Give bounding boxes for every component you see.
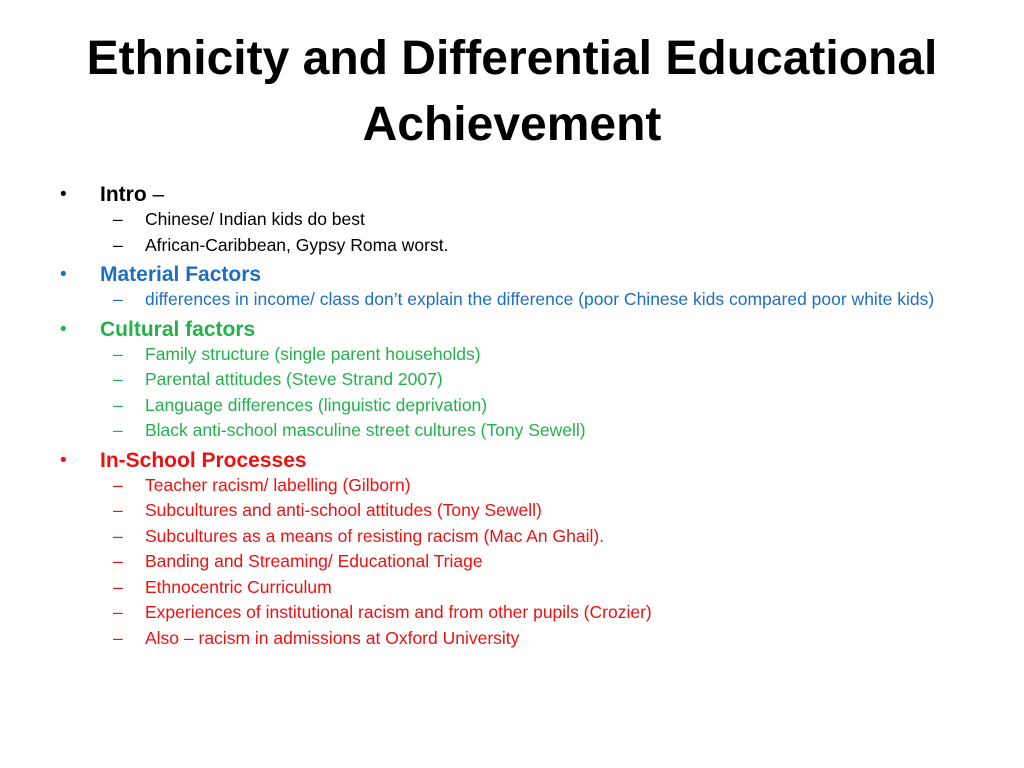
sub-bullet-text: Subcultures as a means of resisting racism (Mac An Ghail). — [145, 525, 605, 546]
bullet-in-school-processes — [58, 446, 958, 475]
sub-bullet — [58, 420, 958, 441]
sub-bullet-text: Family structure (single parent households) — [145, 343, 481, 364]
sub-bullet-text: Language differences (linguistic deprivation) — [145, 394, 488, 415]
sub-bullet-text: Chinese/ Indian kids do best — [145, 209, 365, 229]
sub-bullet-text: Also – racism in admissions at Oxford University — [145, 627, 520, 648]
sub-bullet-text: African-Caribbean, Gypsy Roma worst. — [145, 234, 449, 255]
sub-bullet — [58, 209, 958, 230]
bullet-heading: In-School Processes — [100, 448, 307, 472]
dash-glyph: – — [113, 525, 123, 546]
dash-glyph: – — [113, 576, 123, 597]
dash-glyph: – — [113, 602, 123, 622]
sub-bullet — [58, 577, 958, 598]
dash-glyph: – — [113, 234, 123, 255]
bullet-glyph: • — [60, 449, 67, 471]
sub-bullet — [58, 628, 958, 649]
dash-glyph: – — [113, 500, 123, 520]
sub-bullet — [58, 526, 958, 547]
bullet-material-factors — [58, 260, 958, 289]
sub-bullet — [58, 551, 958, 572]
sub-bullet-text: Black anti-school masculine street cultures (Tony Sewell) — [145, 420, 586, 440]
sub-bullet-text: Subcultures and anti-school attitudes (Tony Sewell) — [145, 500, 542, 520]
dash-glyph: – — [113, 369, 123, 389]
bullet-cultural-factors — [58, 315, 958, 344]
bullet-glyph: • — [60, 184, 67, 205]
dash-glyph: – — [113, 209, 123, 229]
sub-bullet — [58, 500, 958, 521]
sub-bullet — [58, 602, 958, 623]
sub-bullet — [58, 289, 958, 310]
sub-bullet-text: Banding and Streaming/ Educational Triage — [145, 551, 483, 571]
slide-title: Ethnicity and Differential Educational Achievement — [86, 32, 938, 151]
bullet-glyph: • — [60, 264, 67, 285]
dash-glyph: – — [113, 289, 123, 309]
dash-glyph: – — [113, 343, 123, 364]
sub-bullet-text: differences in income/ class don’t explain the difference (poor Chinese kids compared poor white kids) — [145, 289, 935, 309]
bullet-heading: Cultural factors — [100, 317, 256, 341]
bullet-heading: Material Factors — [100, 263, 262, 286]
dash-glyph: – — [113, 551, 123, 571]
sub-bullet — [58, 344, 958, 365]
sub-bullet-text: Experiences of institutional racism and from other pupils (Crozier) — [145, 602, 652, 622]
sub-bullet — [58, 395, 958, 416]
sub-bullet-text: Parental attitudes (Steve Strand 2007) — [145, 369, 443, 389]
bullet-heading: Intro — [100, 183, 147, 206]
bullet-intro — [58, 180, 958, 209]
dash-glyph: – — [113, 627, 123, 648]
dash-glyph: – — [113, 394, 123, 415]
sub-bullet — [58, 475, 958, 496]
bullet-list — [58, 180, 958, 653]
bullet-glyph: • — [60, 318, 67, 340]
sub-bullet-text: Ethnocentric Curriculum — [145, 576, 332, 597]
sub-bullet — [58, 369, 958, 390]
bullet-heading-suffix: – — [146, 183, 165, 206]
sub-bullet — [58, 235, 958, 256]
sub-bullet-text: Teacher racism/ labelling (Gilborn) — [145, 474, 411, 495]
dash-glyph: – — [113, 420, 123, 440]
dash-glyph: – — [113, 474, 123, 495]
